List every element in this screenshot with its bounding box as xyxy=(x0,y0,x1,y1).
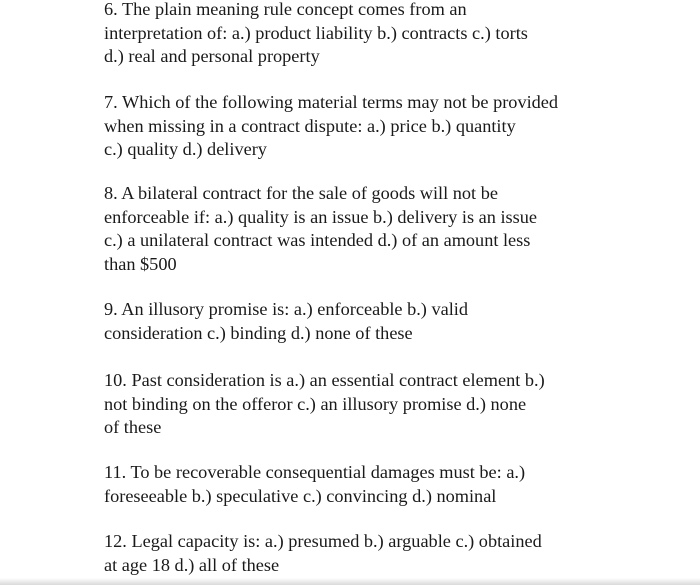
question-line: foreseeable b.) speculative c.) convincing d.) nominal xyxy=(104,485,497,506)
question-number: 12. xyxy=(104,531,127,551)
question-number: 7. xyxy=(104,92,118,112)
question-line: c.) a unilateral contract was intended d.) of an amount less xyxy=(104,230,531,251)
question-line: enforceable if: a.) quality is an issue b.) delivery is an issue xyxy=(104,206,538,227)
question-line: interpretation of: a.) product liability b.) contracts c.) torts xyxy=(104,22,528,43)
question-line: than $500 xyxy=(104,253,177,274)
question-line: 9. An illusory promise is: a.) enforceable b.) valid xyxy=(104,299,469,319)
question-number: 8. xyxy=(104,183,118,203)
question-number: 9. xyxy=(104,299,118,319)
question-line: c.) quality d.) delivery xyxy=(104,139,267,160)
question-line: 11. To be recoverable consequential damages must be: a.) xyxy=(104,462,526,482)
question-12 xyxy=(104,530,684,577)
question-9 xyxy=(104,298,684,345)
question-line: consideration c.) binding d.) none of these xyxy=(104,322,413,343)
question-8 xyxy=(104,182,684,276)
question-7 xyxy=(104,91,684,162)
question-number: 11. xyxy=(104,462,127,482)
question-number: 6. xyxy=(104,0,118,19)
question-line: not binding on the offeror c.) an illusory promise d.) none xyxy=(104,393,527,414)
question-line: 7. Which of the following material terms may not be provided xyxy=(104,92,559,112)
question-line: d.) real and personal property xyxy=(104,46,320,67)
question-10 xyxy=(104,369,684,440)
question-line: when missing in a contract dispute: a.) price b.) quantity xyxy=(104,115,516,136)
question-line: of these xyxy=(104,417,162,438)
question-line: 6. The plain meaning rule concept comes from an xyxy=(104,0,467,19)
question-line: at age 18 d.) all of these xyxy=(104,554,280,575)
question-11 xyxy=(104,461,684,508)
question-line: 12. Legal capacity is: a.) presumed b.) arguable c.) obtained xyxy=(104,531,542,551)
question-line: 10. Past consideration is a.) an essential contract element b.) xyxy=(104,370,545,390)
question-line: 8. A bilateral contract for the sale of goods will not be xyxy=(104,183,498,203)
question-6 xyxy=(104,0,684,69)
question-number: 10. xyxy=(104,370,127,390)
page-bottom-edge xyxy=(0,578,700,585)
